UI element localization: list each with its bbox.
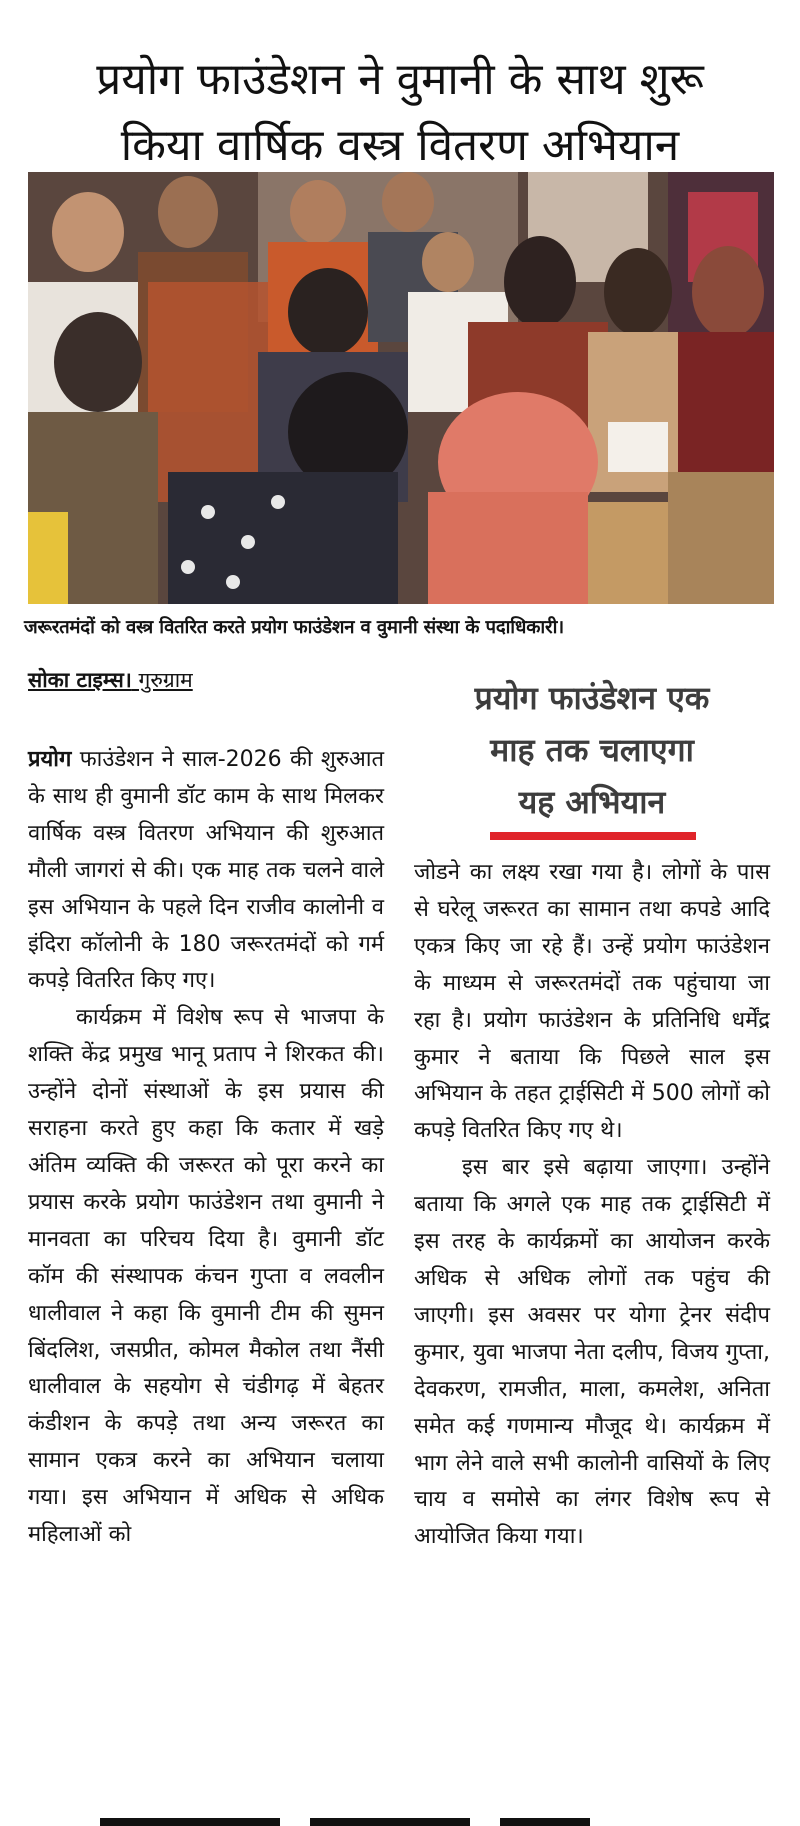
news-photo-illustration	[28, 172, 774, 604]
article-paragraph-3: जोडने का लक्ष्य रखा गया है। लोगों के पास से घरेलू जरूरत का सामान तथा कपडे आदि एकत्र किए जा रहे हैं। उन्हें प्रयोग फाउंडेशन के माध्यम से जरूरतमंदों तक पहुंचाया जा रहा है। प्रयोग फाउंडेशन के प्रतिनिधि धर्मेंद्र कुमार ने बताया कि पिछले साल इस अभियान के तहत ट्राईसिटी में 500 लोगों को कपड़े वितरित किए गए थे।	[414, 860, 770, 1144]
paragraph-1-text: फाउंडेशन ने साल-2026 की शुरुआत के साथ ही वुमानी डॉट काम के साथ मिलकर वार्षिक वस्त्र वितरण अभियान की शुरुआत मौली जागरां से की। एक माह तक चलने वाले इस अभियान के पहले दिन राजीव कालोनी व इंदिरा कॉलोनी के 180 जरूरतमंदों को गर्म कपड़े वितरित किए गए।	[28, 747, 384, 994]
subheading	[412, 672, 772, 828]
dateline-location: गुरुग्राम	[131, 668, 193, 692]
headline-fragment-stroke	[100, 1818, 280, 1826]
subheading-line-1: प्रयोग फाउंडेशन एक	[474, 679, 710, 717]
headline-line-2: किया वार्षिक वस्त्र वितरण अभियान	[120, 120, 680, 172]
article-column-right	[414, 855, 770, 1556]
lead-word: प्रयोग	[28, 747, 72, 772]
article-column-left	[28, 742, 384, 1554]
subheading-accent-rule	[490, 832, 696, 840]
headline-fragment-stroke	[500, 1818, 590, 1826]
photo-caption: जरूरतमंदों को वस्त्र वितरित करते प्रयोग फाउंडेशन व वुमानी संस्था के पदाधिकारी।	[24, 617, 564, 638]
next-headline-fragment	[60, 1790, 740, 1826]
dateline-source: सोका टाइम्स।	[28, 668, 132, 692]
article-paragraph-2: कार्यक्रम में विशेष रूप से भाजपा के शक्ति केंद्र प्रमुख भानू प्रताप ने शिरकत की। उन्होंने दोनों संस्थाओं के इस प्रयास की सराहना करते हुए कहा कि कतार में खड़े अंतिम व्यक्ति की जरूरत को पूरा करने का प्रयास करके प्रयोग फाउंडेशन तथा वुमानी ने मानवता का परिचय दिया है। वुमानी डॉट कॉम की संस्थापक कंचन गुप्ता व लवलीन धालीवाल ने कहा कि वुमानी टीम की सुमन बिंदलिश, जसप्रीत, कोमल मैकोल तथा नैंसी धालीवाल के सहयोग से चंडीगढ़ में बेहतर कंडीशन के कपड़े तथा अन्य जरूरत का सामान एकत्र करने का अभियान चलाया गया। इस अभियान में अधिक से अधिक महिलाओं को	[28, 1005, 384, 1548]
headline	[20, 47, 780, 179]
news-photo	[28, 172, 774, 604]
subheading-line-3: यह अभियान	[518, 783, 666, 821]
headline-line-1: प्रयोग फाउंडेशन ने वुमानी के साथ शुरू	[96, 54, 704, 106]
article-paragraph	[28, 742, 384, 1000]
subheading-line-2: माह तक चलाएगा	[490, 731, 694, 769]
headline-fragment-stroke	[310, 1818, 470, 1826]
article-paragraph-4: इस बार इसे बढ़ाया जाएगा। उन्होंने बताया कि अगले एक माह तक ट्राईसिटी में इस तरह के कार्यक्रमों का आयोजन करके अधिक से अधिक लोगों तक पहुंच की जाएगी। इस अवसर पर योगा ट्रेनर संदीप कुमार, युवा भाजपा नेता दलीप, विजय गुप्ता, देवकरण, रामजीत, माला, कमलेश, अनिता समेत कई गणमान्य मौजूद थे। कार्यक्रम में भाग लेने वाले सभी कालोनी वासियों के लिए चाय व समोसे का लंगर विशेष रूप से आयोजित किया गया।	[414, 1155, 770, 1550]
dateline	[28, 666, 193, 694]
